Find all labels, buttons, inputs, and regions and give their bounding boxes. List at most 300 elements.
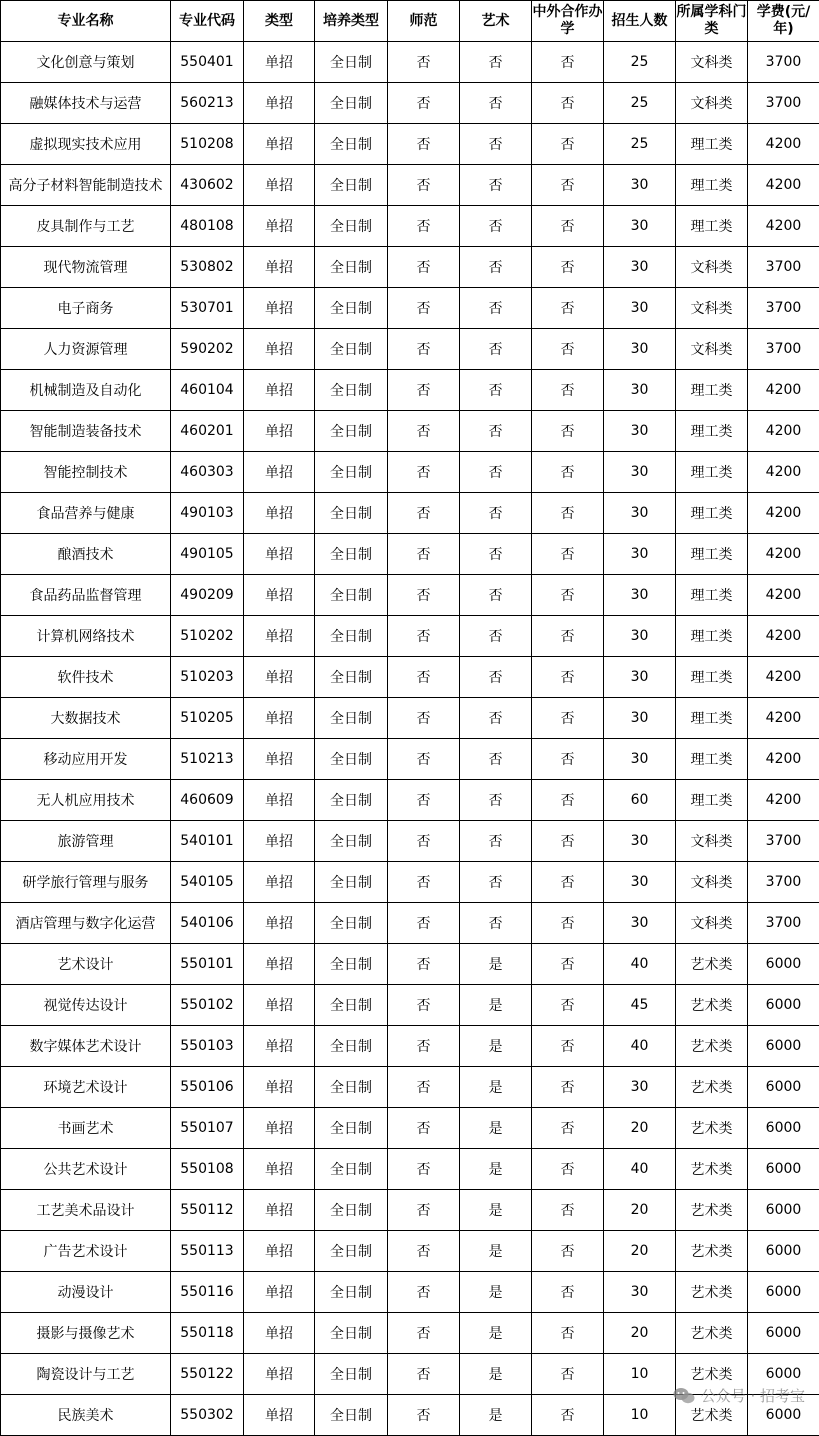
table-cell: 全日制	[315, 1395, 388, 1436]
table-cell: 550107	[171, 1108, 244, 1149]
table-cell: 文科类	[676, 247, 748, 288]
table-cell: 45	[604, 985, 676, 1026]
table-row	[1, 1149, 819, 1190]
table-cell: 510202	[171, 616, 244, 657]
table-cell: 否	[388, 452, 460, 493]
table-cell: 全日制	[315, 1231, 388, 1272]
table-cell: 单招	[244, 42, 315, 83]
table-cell: 6000	[748, 1231, 819, 1272]
table-cell: 否	[388, 616, 460, 657]
table-cell: 30	[604, 903, 676, 944]
table-cell: 550118	[171, 1313, 244, 1354]
table-cell: 艺术类	[676, 1108, 748, 1149]
table-cell: 30	[604, 411, 676, 452]
wechat-icon	[673, 1387, 695, 1405]
major-name-cell: 电子商务	[1, 288, 171, 329]
table-cell: 全日制	[315, 1149, 388, 1190]
column-header: 培养类型	[315, 1, 388, 42]
major-name-cell: 食品药品监督管理	[1, 575, 171, 616]
table-cell: 艺术类	[676, 1354, 748, 1395]
table-cell: 否	[388, 1272, 460, 1313]
table-cell: 否	[388, 985, 460, 1026]
table-cell: 文科类	[676, 903, 748, 944]
table-cell: 理工类	[676, 739, 748, 780]
major-name-cell: 酒店管理与数字化运营	[1, 903, 171, 944]
table-cell: 否	[460, 862, 532, 903]
table-cell: 全日制	[315, 165, 388, 206]
table-cell: 否	[460, 780, 532, 821]
table-cell: 单招	[244, 903, 315, 944]
table-cell: 艺术类	[676, 1149, 748, 1190]
table-cell: 理工类	[676, 616, 748, 657]
major-name-cell: 皮具制作与工艺	[1, 206, 171, 247]
table-cell: 是	[460, 944, 532, 985]
table-cell: 否	[388, 42, 460, 83]
table-cell: 全日制	[315, 575, 388, 616]
table-cell: 是	[460, 1149, 532, 1190]
table-cell: 30	[604, 698, 676, 739]
table-cell: 单招	[244, 534, 315, 575]
table-cell: 全日制	[315, 903, 388, 944]
table-cell: 6000	[748, 1354, 819, 1395]
table-cell: 全日制	[315, 1108, 388, 1149]
table-cell: 全日制	[315, 1272, 388, 1313]
table-cell: 全日制	[315, 616, 388, 657]
table-cell: 否	[388, 903, 460, 944]
table-cell: 550302	[171, 1395, 244, 1436]
table-cell: 理工类	[676, 493, 748, 534]
table-cell: 艺术类	[676, 944, 748, 985]
table-row	[1, 247, 819, 288]
table-cell: 510208	[171, 124, 244, 165]
major-name-cell: 智能制造装备技术	[1, 411, 171, 452]
table-cell: 否	[532, 42, 604, 83]
table-cell: 否	[388, 575, 460, 616]
table-cell: 480108	[171, 206, 244, 247]
major-name-cell: 高分子材料智能制造技术	[1, 165, 171, 206]
table-cell: 否	[532, 1026, 604, 1067]
table-cell: 是	[460, 1395, 532, 1436]
major-name-cell: 旅游管理	[1, 821, 171, 862]
table-cell: 否	[388, 1149, 460, 1190]
table-cell: 否	[388, 1108, 460, 1149]
table-cell: 是	[460, 1354, 532, 1395]
table-cell: 否	[532, 1108, 604, 1149]
table-cell: 3700	[748, 288, 819, 329]
table-cell: 理工类	[676, 411, 748, 452]
table-cell: 30	[604, 534, 676, 575]
table-cell: 理工类	[676, 452, 748, 493]
table-cell: 490105	[171, 534, 244, 575]
table-cell: 否	[532, 83, 604, 124]
table-cell: 6000	[748, 985, 819, 1026]
table-cell: 6000	[748, 1395, 819, 1436]
table-cell: 20	[604, 1231, 676, 1272]
table-cell: 全日制	[315, 1026, 388, 1067]
table-cell: 否	[388, 288, 460, 329]
table-row	[1, 534, 819, 575]
column-header: 类型	[244, 1, 315, 42]
table-cell: 单招	[244, 493, 315, 534]
table-cell: 510213	[171, 739, 244, 780]
table-cell: 3700	[748, 42, 819, 83]
major-name-cell: 虚拟现实技术应用	[1, 124, 171, 165]
table-cell: 否	[532, 1149, 604, 1190]
table-cell: 否	[532, 1231, 604, 1272]
table-cell: 510203	[171, 657, 244, 698]
table-cell: 否	[388, 124, 460, 165]
major-name-cell: 陶瓷设计与工艺	[1, 1354, 171, 1395]
table-cell: 4200	[748, 657, 819, 698]
table-cell: 3700	[748, 83, 819, 124]
table-row	[1, 329, 819, 370]
table-cell: 全日制	[315, 124, 388, 165]
table-cell: 否	[532, 452, 604, 493]
table-row	[1, 165, 819, 206]
table-cell: 6000	[748, 1149, 819, 1190]
table-row	[1, 821, 819, 862]
table-cell: 否	[388, 1026, 460, 1067]
table-row	[1, 780, 819, 821]
table-cell: 单招	[244, 206, 315, 247]
table-cell: 单招	[244, 288, 315, 329]
table-cell: 30	[604, 206, 676, 247]
major-name-cell: 融媒体技术与运营	[1, 83, 171, 124]
table-cell: 460609	[171, 780, 244, 821]
table-cell: 艺术类	[676, 1272, 748, 1313]
table-cell: 30	[604, 1067, 676, 1108]
table-cell: 是	[460, 1231, 532, 1272]
table-cell: 否	[532, 493, 604, 534]
table-cell: 550112	[171, 1190, 244, 1231]
table-cell: 否	[388, 1354, 460, 1395]
table-cell: 4200	[748, 165, 819, 206]
table-cell: 否	[388, 657, 460, 698]
table-cell: 否	[460, 452, 532, 493]
table-cell: 3700	[748, 821, 819, 862]
table-cell: 4200	[748, 411, 819, 452]
table-cell: 30	[604, 288, 676, 329]
table-cell: 艺术类	[676, 1313, 748, 1354]
table-cell: 60	[604, 780, 676, 821]
table-cell: 否	[460, 575, 532, 616]
table-cell: 单招	[244, 575, 315, 616]
table-cell: 540101	[171, 821, 244, 862]
table-row	[1, 370, 819, 411]
table-row	[1, 1313, 819, 1354]
table-cell: 否	[532, 411, 604, 452]
table-cell: 否	[532, 247, 604, 288]
table-cell: 理工类	[676, 657, 748, 698]
table-cell: 否	[388, 83, 460, 124]
table-cell: 6000	[748, 1272, 819, 1313]
table-cell: 全日制	[315, 1067, 388, 1108]
table-cell: 否	[460, 739, 532, 780]
table-cell: 单招	[244, 1108, 315, 1149]
table-cell: 否	[388, 821, 460, 862]
table-cell: 全日制	[315, 83, 388, 124]
table-cell: 理工类	[676, 165, 748, 206]
table-cell: 艺术类	[676, 985, 748, 1026]
table-cell: 30	[604, 370, 676, 411]
major-name-cell: 酿酒技术	[1, 534, 171, 575]
table-cell: 全日制	[315, 452, 388, 493]
table-cell: 是	[460, 1272, 532, 1313]
table-cell: 3700	[748, 903, 819, 944]
table-cell: 单招	[244, 739, 315, 780]
table-cell: 否	[460, 124, 532, 165]
table-cell: 否	[388, 247, 460, 288]
table-cell: 全日制	[315, 534, 388, 575]
table-cell: 490103	[171, 493, 244, 534]
table-cell: 530701	[171, 288, 244, 329]
table-cell: 30	[604, 247, 676, 288]
table-row	[1, 616, 819, 657]
table-cell: 25	[604, 42, 676, 83]
table-cell: 单招	[244, 1231, 315, 1272]
table-row	[1, 288, 819, 329]
table-cell: 30	[604, 329, 676, 370]
table-cell: 否	[460, 329, 532, 370]
table-cell: 否	[388, 1313, 460, 1354]
table-cell: 单招	[244, 1272, 315, 1313]
table-cell: 单招	[244, 821, 315, 862]
table-cell: 25	[604, 83, 676, 124]
table-cell: 6000	[748, 1026, 819, 1067]
table-cell: 否	[388, 1231, 460, 1272]
table-cell: 30	[604, 452, 676, 493]
table-cell: 否	[460, 821, 532, 862]
table-cell: 单招	[244, 1313, 315, 1354]
table-row	[1, 575, 819, 616]
table-cell: 否	[532, 862, 604, 903]
table-cell: 是	[460, 1067, 532, 1108]
table-cell: 全日制	[315, 411, 388, 452]
table-cell: 否	[532, 1395, 604, 1436]
table-cell: 4200	[748, 698, 819, 739]
major-name-cell: 广告艺术设计	[1, 1231, 171, 1272]
table-cell: 全日制	[315, 698, 388, 739]
table-cell: 单招	[244, 452, 315, 493]
table-cell: 550101	[171, 944, 244, 985]
table-cell: 否	[532, 1067, 604, 1108]
table-cell: 460201	[171, 411, 244, 452]
table-cell: 理工类	[676, 124, 748, 165]
table-cell: 4200	[748, 534, 819, 575]
major-name-cell: 食品营养与健康	[1, 493, 171, 534]
major-name-cell: 动漫设计	[1, 1272, 171, 1313]
table-cell: 否	[532, 124, 604, 165]
table-cell: 单招	[244, 1067, 315, 1108]
table-cell: 理工类	[676, 206, 748, 247]
table-row	[1, 903, 819, 944]
table-cell: 单招	[244, 370, 315, 411]
table-row	[1, 739, 819, 780]
table-cell: 否	[532, 698, 604, 739]
table-row	[1, 1108, 819, 1149]
table-cell: 否	[388, 165, 460, 206]
major-name-cell: 数字媒体艺术设计	[1, 1026, 171, 1067]
table-cell: 单招	[244, 1190, 315, 1231]
table-cell: 510205	[171, 698, 244, 739]
table-cell: 全日制	[315, 985, 388, 1026]
table-cell: 否	[460, 165, 532, 206]
table-cell: 30	[604, 657, 676, 698]
table-cell: 是	[460, 1190, 532, 1231]
table-cell: 否	[532, 985, 604, 1026]
table-cell: 550106	[171, 1067, 244, 1108]
table-cell: 550103	[171, 1026, 244, 1067]
major-name-cell: 大数据技术	[1, 698, 171, 739]
table-cell: 单招	[244, 1026, 315, 1067]
table-row	[1, 862, 819, 903]
table-cell: 560213	[171, 83, 244, 124]
table-cell: 单招	[244, 616, 315, 657]
table-cell: 6000	[748, 1190, 819, 1231]
table-cell: 否	[460, 616, 532, 657]
table-cell: 单招	[244, 985, 315, 1026]
table-cell: 否	[388, 780, 460, 821]
table-cell: 550108	[171, 1149, 244, 1190]
table-row	[1, 985, 819, 1026]
table-cell: 否	[460, 698, 532, 739]
watermark-text: 公众号 · 招考宝	[700, 1387, 805, 1405]
table-cell: 550102	[171, 985, 244, 1026]
table-cell: 否	[532, 288, 604, 329]
table-cell: 是	[460, 1313, 532, 1354]
table-cell: 全日制	[315, 657, 388, 698]
table-cell: 6000	[748, 1067, 819, 1108]
table-cell: 单招	[244, 1354, 315, 1395]
table-cell: 全日制	[315, 1190, 388, 1231]
table-row	[1, 698, 819, 739]
table-cell: 40	[604, 944, 676, 985]
table-cell: 否	[460, 493, 532, 534]
table-cell: 单招	[244, 329, 315, 370]
table-cell: 是	[460, 985, 532, 1026]
table-cell: 否	[532, 739, 604, 780]
table-cell: 否	[388, 370, 460, 411]
table-cell: 否	[532, 780, 604, 821]
major-name-cell: 机械制造及自动化	[1, 370, 171, 411]
table-cell: 单招	[244, 124, 315, 165]
table-cell: 否	[388, 862, 460, 903]
table-cell: 否	[532, 575, 604, 616]
table-cell: 否	[460, 370, 532, 411]
table-cell: 理工类	[676, 780, 748, 821]
table-cell: 全日制	[315, 780, 388, 821]
table-cell: 艺术类	[676, 1231, 748, 1272]
table-cell: 否	[532, 1354, 604, 1395]
table-cell: 540105	[171, 862, 244, 903]
table-cell: 4200	[748, 739, 819, 780]
table-row	[1, 1231, 819, 1272]
column-header: 专业代码	[171, 1, 244, 42]
major-name-cell: 环境艺术设计	[1, 1067, 171, 1108]
table-cell: 文科类	[676, 83, 748, 124]
table-cell: 4200	[748, 616, 819, 657]
major-name-cell: 摄影与摄像艺术	[1, 1313, 171, 1354]
table-cell: 否	[532, 944, 604, 985]
table-cell: 550401	[171, 42, 244, 83]
table-row	[1, 411, 819, 452]
table-cell: 否	[460, 903, 532, 944]
table-cell: 30	[604, 739, 676, 780]
table-cell: 单招	[244, 1149, 315, 1190]
table-cell: 3700	[748, 862, 819, 903]
table-cell: 单招	[244, 698, 315, 739]
table-cell: 文科类	[676, 821, 748, 862]
table-cell: 550113	[171, 1231, 244, 1272]
table-row	[1, 83, 819, 124]
major-name-cell: 移动应用开发	[1, 739, 171, 780]
table-cell: 否	[460, 247, 532, 288]
table-cell: 25	[604, 124, 676, 165]
column-header: 学费(元/年)	[748, 1, 819, 42]
table-cell: 4200	[748, 780, 819, 821]
table-cell: 430602	[171, 165, 244, 206]
table-cell: 单招	[244, 1395, 315, 1436]
table-cell: 4200	[748, 452, 819, 493]
table-row	[1, 124, 819, 165]
table-body	[1, 42, 819, 1436]
major-name-cell: 无人机应用技术	[1, 780, 171, 821]
table-cell: 否	[460, 206, 532, 247]
table-cell: 6000	[748, 944, 819, 985]
major-name-cell: 公共艺术设计	[1, 1149, 171, 1190]
table-cell: 4200	[748, 370, 819, 411]
table-cell: 全日制	[315, 206, 388, 247]
major-name-cell: 文化创意与策划	[1, 42, 171, 83]
column-header: 中外合作办学	[532, 1, 604, 42]
table-row	[1, 42, 819, 83]
table-row	[1, 493, 819, 534]
major-name-cell: 人力资源管理	[1, 329, 171, 370]
table-cell: 460104	[171, 370, 244, 411]
table-cell: 全日制	[315, 370, 388, 411]
table-cell: 40	[604, 1149, 676, 1190]
table-cell: 理工类	[676, 575, 748, 616]
table-cell: 否	[388, 411, 460, 452]
table-cell: 否	[388, 944, 460, 985]
table-cell: 6000	[748, 1313, 819, 1354]
table-row	[1, 1190, 819, 1231]
major-name-cell: 现代物流管理	[1, 247, 171, 288]
table-cell: 10	[604, 1395, 676, 1436]
table-cell: 否	[532, 821, 604, 862]
table-header-row	[1, 1, 819, 42]
table-cell: 单招	[244, 944, 315, 985]
table-cell: 否	[532, 165, 604, 206]
table-cell: 全日制	[315, 1354, 388, 1395]
table-cell: 是	[460, 1026, 532, 1067]
major-name-cell: 计算机网络技术	[1, 616, 171, 657]
table-cell: 全日制	[315, 493, 388, 534]
table-cell: 30	[604, 165, 676, 206]
table-row	[1, 1067, 819, 1108]
column-header: 所属学科门类	[676, 1, 748, 42]
table-cell: 否	[388, 206, 460, 247]
table-cell: 否	[532, 616, 604, 657]
table-cell: 否	[460, 657, 532, 698]
table-cell: 30	[604, 1272, 676, 1313]
column-header: 艺术	[460, 1, 532, 42]
major-name-cell: 视觉传达设计	[1, 985, 171, 1026]
table-cell: 单招	[244, 165, 315, 206]
table-cell: 30	[604, 575, 676, 616]
table-cell: 否	[532, 1190, 604, 1231]
table-cell: 单招	[244, 780, 315, 821]
